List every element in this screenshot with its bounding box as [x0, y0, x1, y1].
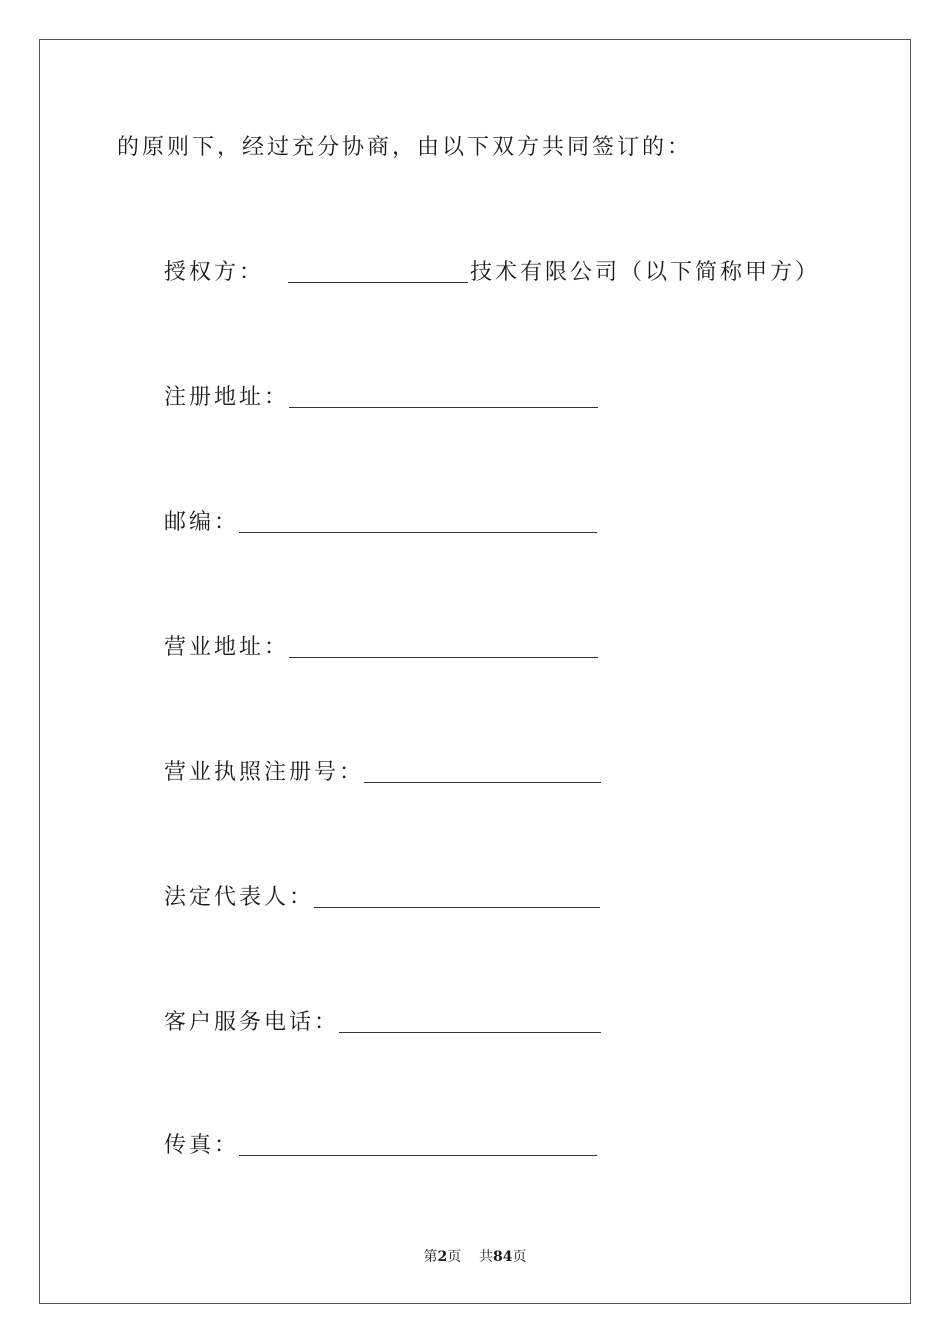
footer-page-number: 2: [437, 1249, 448, 1265]
footer-total-prefix: 共: [479, 1249, 494, 1265]
fax-field: [164, 1130, 597, 1162]
business-license-blank[interactable]: [364, 760, 601, 783]
licensor-suffix: 技术有限公司（以下简称甲方）: [470, 260, 821, 285]
footer-page-suffix: 页: [447, 1249, 462, 1265]
business-address-field: [164, 632, 598, 664]
postal-code-field: [164, 507, 597, 539]
customer-service-phone-field: [164, 1007, 601, 1039]
licensor-label: 授权方：: [164, 260, 265, 285]
business-address-label: 营业地址：: [164, 635, 290, 660]
licensor-field: [164, 257, 820, 289]
business-license-field: [164, 757, 601, 789]
fax-blank[interactable]: [239, 1133, 597, 1156]
customer-service-phone-label: 客户服务电话：: [164, 1010, 340, 1035]
licensor-blank[interactable]: [288, 260, 468, 283]
footer-total-pages: 84: [493, 1249, 513, 1265]
legal-representative-field: [164, 882, 600, 914]
legal-representative-blank[interactable]: [314, 885, 600, 908]
postal-code-blank[interactable]: [239, 510, 597, 533]
business-address-blank[interactable]: [289, 635, 598, 658]
intro-line: 的原则下，经过充分协商，由以下双方共同签订的：: [117, 135, 693, 160]
footer-total-suffix: 页: [512, 1249, 527, 1265]
business-license-label: 营业执照注册号：: [164, 760, 365, 785]
customer-service-phone-blank[interactable]: [339, 1010, 601, 1033]
registered-address-blank[interactable]: [289, 385, 598, 408]
page-border: [39, 39, 911, 1304]
registered-address-label: 注册地址：: [164, 385, 290, 410]
fax-label: 传真：: [164, 1133, 240, 1158]
postal-code-label: 邮编：: [164, 510, 240, 535]
legal-representative-label: 法定代表人：: [164, 885, 315, 910]
registered-address-field: [164, 382, 598, 414]
footer-page-prefix: 第: [423, 1249, 438, 1265]
page-footer: [0, 1247, 950, 1267]
